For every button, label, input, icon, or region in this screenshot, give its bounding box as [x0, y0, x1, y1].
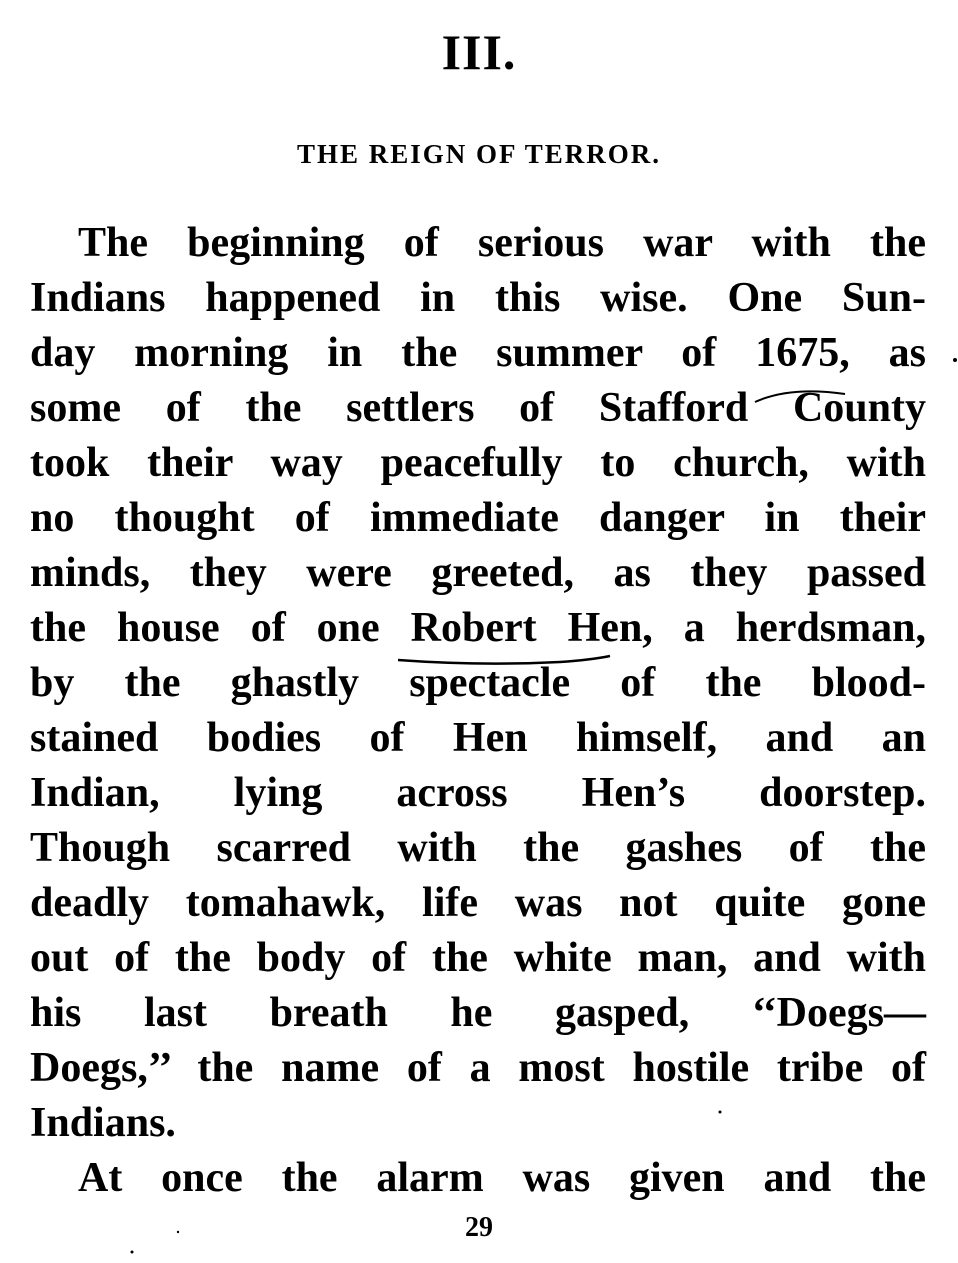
- text-line: Indian, lying across Hen’s doorstep.: [30, 770, 926, 816]
- text-line: day morning in the summer of 1675, as: [30, 330, 926, 376]
- text-line: Indians happened in this wise. One Sun-: [30, 275, 926, 321]
- chapter-title: THE REIGN OF TERROR.: [296, 139, 662, 169]
- text-line: Though scarred with the gashes of the: [30, 825, 926, 871]
- text-line: deadly tomahawk, life was not quite gone: [30, 880, 926, 926]
- text-line: some of the settlers of Stafford County: [30, 385, 926, 431]
- text-line: out of the body of the white man, and with: [30, 935, 926, 981]
- margin-speck: [953, 358, 957, 362]
- text-line: the house of one Robert Hen, a herdsman,: [30, 605, 926, 651]
- text-line: minds, they were greeted, as they passed: [30, 550, 926, 596]
- margin-speck: [131, 1251, 134, 1254]
- text-line: Doegs,’’ the name of a most hostile tribe of: [30, 1045, 926, 1091]
- text-line: stained bodies of Hen himself, and an: [30, 715, 926, 761]
- chapter-number: III.: [441, 24, 517, 80]
- text-line: At once the alarm was given and the: [78, 1155, 926, 1201]
- text-line: no thought of immediate danger in their: [30, 495, 926, 541]
- text-line: by the ghastly spectacle of the blood-: [30, 660, 926, 706]
- text-line: Indians.: [30, 1100, 176, 1146]
- text-line: took their way peacefully to church, with: [30, 440, 926, 486]
- text-line: The beginning of serious war with the: [78, 220, 926, 266]
- text-line: his last breath he gasped, ‘‘Doegs—: [30, 990, 926, 1036]
- page-number: 29: [465, 1212, 493, 1243]
